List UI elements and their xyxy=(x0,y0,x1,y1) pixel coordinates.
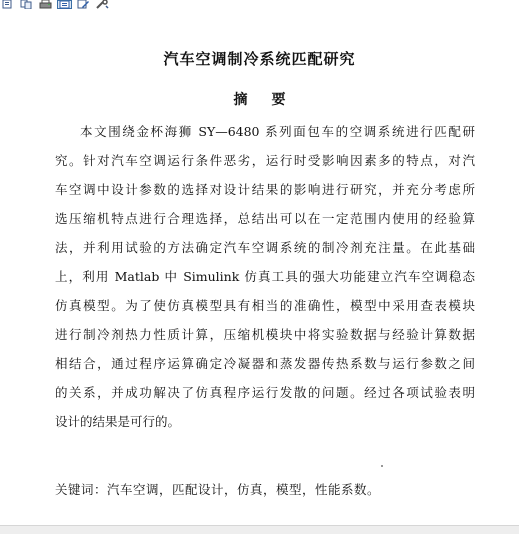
abstract-line: 设计的结果是可行的。 xyxy=(55,414,181,429)
page-setup-button[interactable] xyxy=(0,0,15,9)
abstract-line: 法，并利用试验的方法确定汽车空调系统的制冷剂充注量。在此基础 xyxy=(55,240,475,255)
stray-dot xyxy=(381,465,383,467)
tools-button[interactable] xyxy=(95,0,110,9)
print-button[interactable] xyxy=(38,0,53,9)
document-title: 汽车空调制冷系统匹配研究 xyxy=(163,50,356,68)
page-bottom-edge xyxy=(0,525,519,534)
keywords-line: 关键词：汽车空调，匹配设计，仿真，模型，性能系数。 xyxy=(55,482,381,497)
abstract-line: 仿真模型。为了使仿真模型具有相当的准确性，模型中采用查表模块 xyxy=(55,298,475,313)
abstract-line: 的关系，并成功解决了仿真程序运行发散的问题。经过各项试验表明 xyxy=(55,385,475,400)
print-icon xyxy=(39,0,52,9)
abstract-line: 究。针对汽车空调运行条件恶劣，运行时受影响因素多的特点，对汽 xyxy=(55,153,475,168)
copy-button[interactable] xyxy=(19,0,34,9)
abstract-line: 相结合，通过程序运算确定冷凝器和蒸发器传热系数与运行参数之间 xyxy=(55,356,475,371)
edit-icon xyxy=(77,0,90,9)
view-mode-button[interactable] xyxy=(57,0,72,9)
copy-icon xyxy=(20,0,33,9)
abstract-line: 车空调中设计参数的选择对设计结果的影响进行研究，并充分考虑所 xyxy=(55,182,475,197)
abstract-heading: 摘要 xyxy=(233,92,310,108)
toolbar xyxy=(0,0,150,9)
abstract-line: 选压缩机特点进行合理选择，总结出可以在一定范围内使用的经验算 xyxy=(55,211,475,226)
abstract-line: 本文围绕金杯海狮 SY—6480 系列面包车的空调系统进行匹配研 xyxy=(80,124,475,139)
view-mode-icon xyxy=(58,1,71,9)
abstract-line: 上，利用 Matlab 中 Simulink 仿真工具的强大功能建立汽车空调稳态 xyxy=(55,269,475,284)
abstract-line: 进行制冷剂热力性质计算，压缩机模块中将实验数据与经验计算数据 xyxy=(55,327,475,342)
tools-icon xyxy=(96,0,109,9)
edit-button[interactable] xyxy=(76,0,91,9)
page-setup-icon xyxy=(1,0,14,9)
